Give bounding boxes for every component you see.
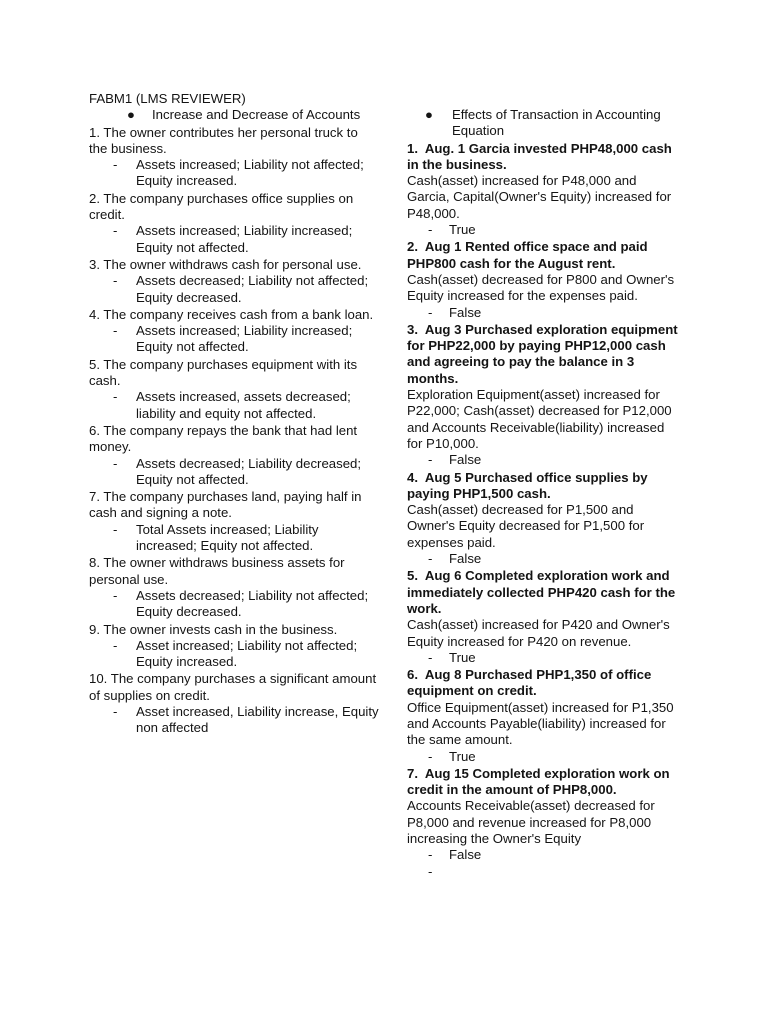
left-column	[89, 91, 379, 737]
right-column	[407, 107, 682, 879]
transaction-answer-text: False	[449, 304, 482, 320]
transaction-answer	[407, 551, 682, 567]
item-answer-text: Total Assets increased; Liability increased; Equity not affected.	[136, 521, 319, 554]
item-answer-text: Assets increased; Liability increased; Equity not affected.	[136, 223, 353, 255]
transaction-heading	[407, 568, 682, 617]
item-answer	[89, 157, 379, 190]
item-answer	[89, 522, 379, 555]
document-title: FABM1 (LMS REVIEWER)	[89, 91, 246, 106]
transaction-number: 5.	[407, 568, 418, 584]
transaction-answer	[407, 452, 682, 468]
dash-marker: -	[113, 323, 118, 339]
section-heading-text: Increase and Decrease of Accounts	[152, 107, 361, 123]
transaction-heading-text: Aug 8 Purchased PHP1,350 of office equipment on credit.	[407, 667, 652, 699]
transaction-item	[407, 765, 682, 864]
left-list-item	[89, 554, 379, 620]
dash-marker: -	[428, 748, 433, 764]
transaction-number: 3.	[407, 321, 418, 337]
item-answer	[89, 456, 379, 489]
transaction-answer	[407, 650, 682, 666]
bullet-icon: ●	[127, 107, 135, 123]
item-question: 10. The company purchases a significant amount of supplies on credit.	[89, 671, 377, 703]
transaction-answer-text: False	[449, 452, 482, 468]
left-list-item	[89, 670, 379, 736]
dash-marker: -	[113, 587, 118, 603]
left-list-item	[89, 356, 379, 422]
section-heading-increase-decrease	[89, 107, 379, 123]
transaction-heading-text: Aug. 1 Garcia invested PHP48,000 cash in the business.	[407, 140, 672, 172]
dash-marker: -	[113, 389, 118, 405]
transaction-item	[407, 140, 682, 239]
item-answer	[89, 638, 379, 671]
dash-marker: -	[113, 455, 118, 471]
transaction-answer	[407, 847, 682, 863]
item-answer-text: Asset increased, Liability increase, Equity non affected	[136, 703, 379, 736]
item-answer	[89, 389, 379, 422]
left-list-item	[89, 124, 379, 190]
section-heading-text: Effects of Transaction in Accounting Equation	[452, 107, 661, 139]
item-question: 7. The company purchases land, paying half in cash and signing a note.	[89, 489, 362, 521]
transaction-heading-text: Aug 5 Purchased office supplies by paying PHP1,500 cash.	[407, 469, 648, 501]
dash-marker: -	[428, 452, 433, 468]
transaction-number: 6.	[407, 667, 418, 683]
transaction-number: 4.	[407, 469, 418, 485]
left-item-list	[89, 124, 379, 737]
transaction-heading	[407, 667, 682, 700]
dash-marker: -	[428, 304, 433, 320]
item-question: 5. The company purchases equipment with its cash.	[89, 356, 358, 389]
transaction-answer	[407, 749, 682, 765]
item-answer	[89, 223, 379, 256]
left-list-item	[89, 488, 379, 554]
transaction-answer-text: True	[449, 222, 476, 238]
item-answer	[89, 273, 379, 306]
dash-marker: -	[113, 273, 118, 289]
transaction-answer-text: True	[449, 748, 476, 764]
transaction-item	[407, 321, 682, 469]
transaction-effect: Cash(asset) increased for P48,000 and Garcia, Capital(Owner's Equity) increased for P48,000.	[407, 173, 672, 221]
transaction-heading-text: Aug 3 Purchased exploration equipment for PHP22,000 by paying PHP12,000 cash and agreeing to pay the balance in 3 months.	[407, 321, 678, 386]
transaction-answer	[407, 305, 682, 321]
item-answer-text: Asset increased; Liability not affected; Equity increased.	[136, 637, 358, 670]
item-answer	[89, 323, 379, 356]
transaction-item	[407, 567, 682, 666]
dash-marker: -	[113, 521, 118, 537]
transaction-heading	[407, 470, 682, 503]
transaction-item	[407, 666, 682, 765]
item-answer-text: Assets decreased; Liability decreased; Equity not affected.	[136, 455, 362, 487]
dash-marker: -	[428, 847, 433, 863]
left-list-item	[89, 190, 379, 256]
item-answer-text: Assets increased, assets decreased; liability and equity not affected.	[136, 389, 351, 421]
right-item-list	[407, 140, 682, 864]
transaction-answer	[407, 222, 682, 238]
transaction-heading-text: Aug 1 Rented office space and paid PHP800 cash for the August rent.	[407, 239, 648, 271]
item-question: 6. The company repays the bank that had lent money.	[89, 422, 358, 455]
dash-marker: -	[428, 649, 433, 665]
transaction-number: 7.	[407, 765, 418, 781]
item-answer	[89, 704, 379, 737]
transaction-heading-text: Aug 15 Completed exploration work on credit in the amount of PHP8,000.	[407, 765, 670, 798]
transaction-heading	[407, 239, 682, 272]
transaction-effect: Cash(asset) increased for P420 and Owner's Equity increased for P420 on revenue.	[407, 617, 670, 649]
left-list-item	[89, 256, 379, 306]
transaction-effect: Cash(asset) decreased for P800 and Owner's Equity increased for the expenses paid.	[407, 271, 675, 304]
dash-marker: -	[113, 157, 118, 173]
dash-marker: -	[428, 863, 433, 879]
section-heading-effects	[407, 107, 682, 140]
item-question: 3. The owner withdraws cash for personal use.	[89, 256, 362, 272]
item-answer-text: Assets decreased; Liability not affected; Equity decreased.	[136, 273, 369, 305]
item-question: 8. The owner withdraws business assets for personal use.	[89, 555, 345, 587]
transaction-effect: Accounts Receivable(asset) decreased for P8,000 and revenue increased for P8,000 increasing the Owner's Equity	[407, 798, 655, 847]
item-answer-text: Assets decreased; Liability not affected; Equity decreased.	[136, 587, 369, 620]
transaction-answer-text: False	[449, 551, 482, 567]
dash-marker: -	[428, 551, 433, 567]
dash-marker: -	[113, 637, 118, 653]
bullet-icon: ●	[425, 107, 433, 122]
dash-marker: -	[113, 223, 118, 239]
left-list-item	[89, 422, 379, 488]
transaction-answer-text: True	[449, 649, 476, 665]
transaction-number: 1.	[407, 140, 418, 156]
transaction-item	[407, 238, 682, 320]
item-question: 2. The company purchases office supplies on credit.	[89, 190, 354, 223]
left-list-item	[89, 621, 379, 671]
item-question: 1. The owner contributes her personal truck to the business.	[89, 124, 358, 156]
transaction-effect: Cash(asset) decreased for P1,500 and Owner's Equity decreased for P1,500 for expenses paid.	[407, 502, 645, 550]
transaction-heading	[407, 322, 682, 387]
transaction-answer-text: False	[449, 847, 482, 863]
transaction-item	[407, 469, 682, 568]
item-answer	[89, 588, 379, 621]
item-question: 4. The company receives cash from a bank loan.	[89, 306, 374, 322]
transaction-heading	[407, 141, 682, 174]
item-answer-text: Assets increased; Liability not affected; Equity increased.	[136, 157, 364, 189]
transaction-heading	[407, 766, 682, 799]
transaction-effect: Office Equipment(asset) increased for P1,350 and Accounts Payable(liability) increased for the same amount.	[407, 699, 674, 748]
left-list-item	[89, 306, 379, 356]
dash-marker: -	[113, 703, 118, 719]
item-answer-text: Assets increased; Liability increased; Equity not affected.	[136, 323, 353, 355]
item-question: 9. The owner invests cash in the business.	[89, 621, 338, 637]
transaction-heading-text: Aug 6 Completed exploration work and immediately collected PHP420 cash for the work.	[407, 568, 676, 616]
dash-marker: -	[428, 222, 433, 238]
transaction-effect: Exploration Equipment(asset) increased for P22,000; Cash(asset) decreased for P12,000 and Accounts Receivable(liability) increased for P10,000.	[407, 387, 672, 451]
transaction-number: 2.	[407, 239, 418, 255]
